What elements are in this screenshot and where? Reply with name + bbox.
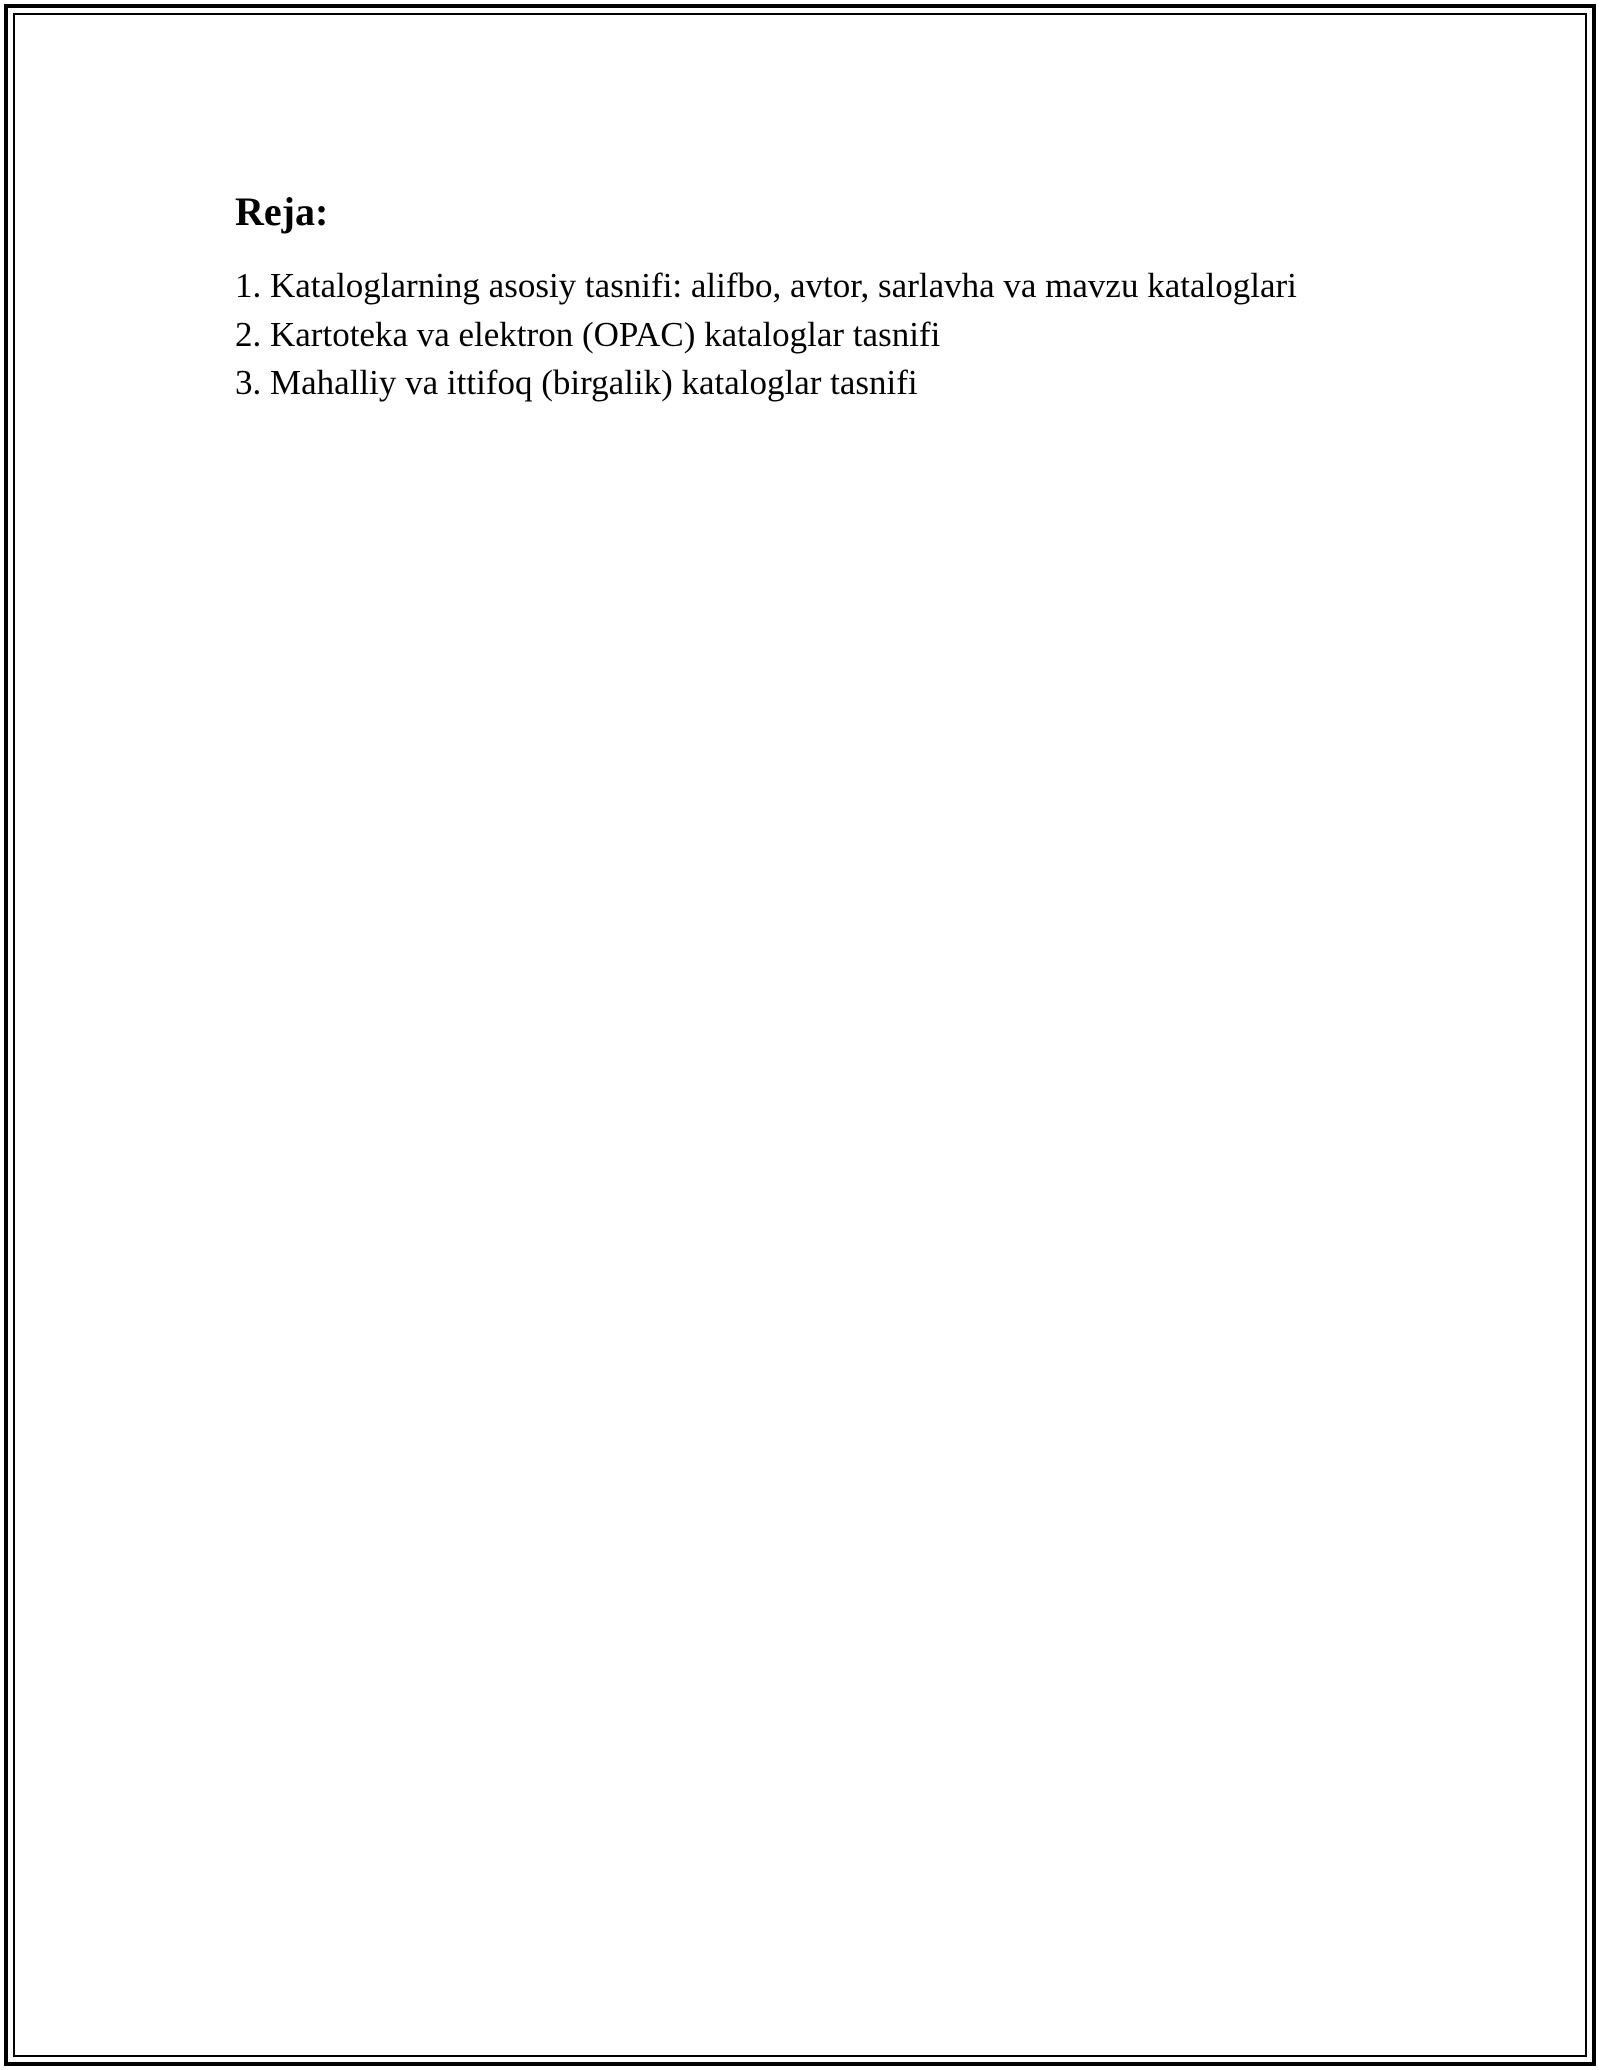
plan-heading: Reja: [235,189,329,234]
plan-list [235,262,1435,408]
plan-item-3: 3. Mahalliy va ittifoq (birgalik) kataloglar tasnifi [235,363,918,402]
plan-item-2: 2. Kartoteka va elektron (OPAC) kataloglar tasnifi [235,314,941,354]
plan-item-1: 1. Kataloglarning asosiy tasnifi: alifbo, avtor, sarlavha va mavzu kataloglari [235,266,1297,305]
document-body [235,188,1435,408]
